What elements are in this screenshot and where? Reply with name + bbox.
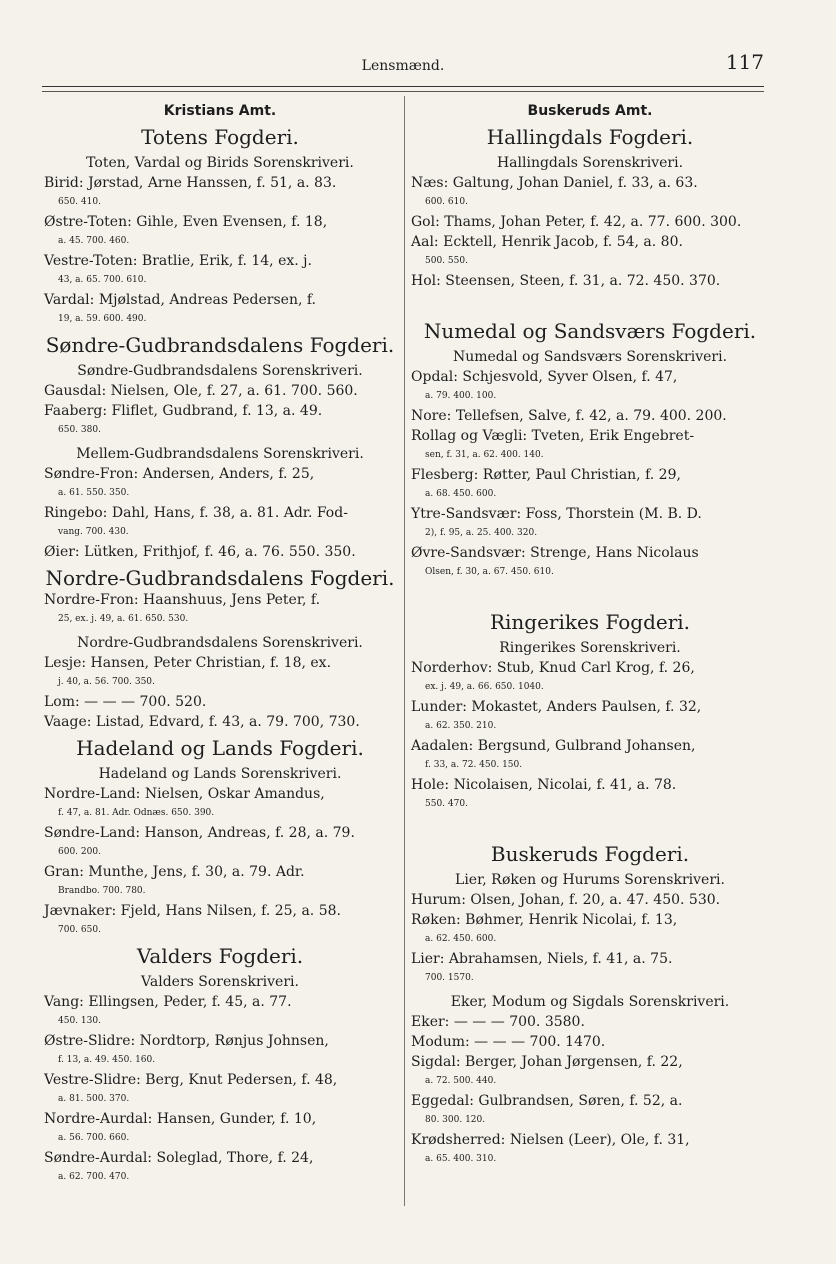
entry xyxy=(44,591,396,629)
entry-line: 600. 200. xyxy=(58,847,101,857)
entry-line: Brandbo. 700. 780. xyxy=(58,886,146,896)
entry-line: j. 40, a. 56. 700. 350. xyxy=(58,677,155,687)
entry-line: Aal: Ecktell, Henrik Jacob, f. 54, a. 80. xyxy=(411,234,683,250)
entry-line: a. 68. 450. 600. xyxy=(425,489,497,499)
amt-heading: Buskeruds Amt. xyxy=(527,103,653,119)
entry xyxy=(411,737,769,775)
entry-line: Østre-Toten: Gihle, Even Evensen, f. 18, xyxy=(44,214,328,230)
entry-line: a. 79. 400. 100. xyxy=(425,391,497,401)
entry xyxy=(44,1110,396,1148)
entry-line: Vang: Ellingsen, Peder, f. 45, a. 77. xyxy=(44,994,292,1010)
entry xyxy=(44,1071,396,1109)
entry-line: Søndre-Aurdal: Soleglad, Thore, f. 24, xyxy=(44,1150,314,1166)
entry-line: a. 45. 700. 460. xyxy=(58,236,130,246)
entry-line: ex. j. 49, a. 66. 650. 1040. xyxy=(425,682,544,692)
entry xyxy=(411,659,769,697)
fogderi-heading: Totens Fogderi. xyxy=(141,125,299,149)
entry-line: 19, a. 59. 600. 490. xyxy=(58,314,147,324)
entry-line: 80. 300. 120. xyxy=(425,1115,486,1125)
entry-line: Næs: Galtung, Johan Daniel, f. 33, a. 63. xyxy=(411,175,698,191)
entry xyxy=(411,1013,769,1032)
sorenskriveri-heading: Numedal og Sandsværs Sorenskriveri. xyxy=(452,349,728,365)
entry-line: a. 72. 500. 440. xyxy=(425,1076,497,1086)
entry-line: Vardal: Mjølstad, Andreas Pedersen, f. xyxy=(44,292,317,308)
entry-line: 650. 410. xyxy=(58,197,101,207)
entry-line: 500. 550. xyxy=(425,256,468,266)
entry-line: a. 61. 550. 350. xyxy=(58,488,130,498)
entry-line: Vestre-Toten: Bratlie, Erik, f. 14, ex. j. xyxy=(44,253,312,269)
page-header xyxy=(42,50,764,86)
fogderi-heading: Hallingdals Fogderi. xyxy=(486,125,694,149)
entry-line: Olsen, f. 30, a. 67. 450. 610. xyxy=(425,567,554,577)
entry-line: Øvre-Sandsvær: Strenge, Hans Nicolaus xyxy=(411,545,699,561)
entry-line: vang. 700. 430. xyxy=(58,527,129,537)
fogderi-heading: Søndre-Gudbrandsdalens Fogderi. xyxy=(45,333,395,357)
entry xyxy=(44,863,396,901)
entry-line: a. 62. 700. 470. xyxy=(58,1172,130,1182)
fogderi-heading: Ringerikes Fogderi. xyxy=(489,610,691,634)
entry-line: Sigdal: Berger, Johan Jørgensen, f. 22, xyxy=(411,1054,683,1070)
entry-line: Aadalen: Bergsund, Gulbrand Johansen, xyxy=(411,738,696,754)
entry-line: Gol: Thams, Johan Peter, f. 42, a. 77. 600. 300. xyxy=(411,214,742,230)
entry-line: a. 65. 400. 310. xyxy=(425,1154,497,1164)
entry-line: Ytre-Sandsvær: Foss, Thorstein (M. B. D. xyxy=(411,506,702,522)
entry-line: Opdal: Schjesvold, Syver Olsen, f. 47, xyxy=(411,369,678,385)
entry-line: Nordre-Land: Nielsen, Oskar Amandus, xyxy=(44,786,325,802)
entry xyxy=(411,891,769,910)
entry xyxy=(44,504,396,542)
entry xyxy=(411,1131,769,1169)
entry xyxy=(411,1053,769,1091)
entry xyxy=(411,698,769,736)
entry xyxy=(44,465,396,503)
entry xyxy=(44,1032,396,1070)
entry-line: f. 47, a. 81. Adr. Odnæs. 650. 390. xyxy=(58,808,215,818)
sorenskriveri-heading: Hadeland og Lands Sorenskriveri. xyxy=(98,766,342,782)
amt-heading: Kristians Amt. xyxy=(163,103,277,119)
entry-line: Jævnaker: Fjeld, Hans Nilsen, f. 25, a. 58. xyxy=(44,903,341,919)
entry-line: Gran: Munthe, Jens, f. 30, a. 79. Adr. xyxy=(44,864,305,880)
sorenskriveri-heading: Valders Sorenskriveri. xyxy=(141,974,299,990)
entry-line: Røken: Bøhmer, Henrik Nicolai, f. 13, xyxy=(411,912,678,928)
entry-line: Krødsherred: Nielsen (Leer), Ole, f. 31, xyxy=(411,1132,690,1148)
column-divider xyxy=(404,96,405,1206)
header-rule-thin xyxy=(42,91,764,92)
entry xyxy=(411,272,769,291)
entry-line: 700. 1570. xyxy=(425,973,474,983)
entry xyxy=(411,544,769,582)
entry-line: a. 81. 500. 370. xyxy=(58,1094,130,1104)
entry-line: Søndre-Fron: Andersen, Anders, f. 25, xyxy=(44,466,315,482)
entry-line: Eggedal: Gulbrandsen, Søren, f. 52, a. xyxy=(411,1093,683,1109)
sorenskriveri-heading: Søndre-Gudbrandsdalens Sorenskriveri. xyxy=(77,363,363,379)
sorenskriveri-heading: Ringerikes Sorenskriveri. xyxy=(499,640,681,656)
entry xyxy=(44,993,396,1031)
entry-line: 550. 470. xyxy=(425,799,468,809)
entry xyxy=(44,291,396,329)
right-column xyxy=(411,98,769,1169)
entry-line: 25, ex. j. 49, a. 61. 650. 530. xyxy=(58,614,189,624)
entry-line: a. 62. 350. 210. xyxy=(425,721,497,731)
entry-line: Lier: Abrahamsen, Niels, f. 41, a. 75. xyxy=(411,951,673,967)
entry-line: Modum: — — — 700. 1470. xyxy=(411,1034,606,1050)
entry xyxy=(44,654,396,692)
entry xyxy=(44,902,396,940)
entry-line: Hurum: Olsen, Johan, f. 20, a. 47. 450. 530. xyxy=(411,892,721,908)
entry xyxy=(411,1092,769,1130)
entry xyxy=(44,402,396,440)
fogderi-heading: Nordre-Gudbrandsdalens Fogderi. xyxy=(45,566,395,590)
entry xyxy=(411,233,769,271)
entry xyxy=(44,252,396,290)
entry-line: Gausdal: Nielsen, Ole, f. 27, a. 61. 700. 560. xyxy=(44,383,358,399)
entry-line: Faaberg: Fliflet, Gudbrand, f. 13, a. 49. xyxy=(44,403,323,419)
entry xyxy=(411,213,769,232)
entry-line: Rollag og Vægli: Tveten, Erik Engebret- xyxy=(411,428,695,444)
sorenskriveri-heading: Mellem-Gudbrandsdalens Sorenskriveri. xyxy=(76,446,364,462)
entry xyxy=(411,368,769,406)
entry xyxy=(44,174,396,212)
sorenskriveri-heading: Lier, Røken og Hurums Sorenskriveri. xyxy=(455,872,725,888)
entry-line: f. 13, a. 49. 450. 160. xyxy=(58,1055,156,1065)
entry-line: Nore: Tellefsen, Salve, f. 42, a. 79. 400. 200. xyxy=(411,408,727,424)
entry xyxy=(411,950,769,988)
entry xyxy=(44,213,396,251)
entry xyxy=(411,407,769,426)
entry-line: f. 33, a. 72. 450. 150. xyxy=(425,760,523,770)
entry-line: Flesberg: Røtter, Paul Christian, f. 29, xyxy=(411,467,681,483)
entry-line: Ringebo: Dahl, Hans, f. 38, a. 81. Adr. Fod- xyxy=(44,505,348,521)
entry-line: Søndre-Land: Hanson, Andreas, f. 28, a. 79. xyxy=(44,825,355,841)
entry xyxy=(411,505,769,543)
entry-line: a. 62. 450. 600. xyxy=(425,934,497,944)
entry-line: sen, f. 31, a. 62. 400. 140. xyxy=(425,450,544,460)
entry xyxy=(411,427,769,465)
fogderi-heading: Valders Fogderi. xyxy=(136,944,304,968)
page-number: 117 xyxy=(725,50,764,74)
entry-line: Nordre-Aurdal: Hansen, Gunder, f. 10, xyxy=(44,1111,317,1127)
entry xyxy=(411,174,769,212)
entry xyxy=(411,1033,769,1052)
entry xyxy=(44,1149,396,1187)
fogderi-heading: Buskeruds Fogderi. xyxy=(490,842,690,866)
entry-line: a. 56. 700. 660. xyxy=(58,1133,130,1143)
entry xyxy=(44,543,396,562)
sorenskriveri-heading: Hallingdals Sorenskriveri. xyxy=(496,155,684,171)
entry-line: 600. 610. xyxy=(425,197,468,207)
left-column xyxy=(44,98,396,1187)
entry-line: Norderhov: Stub, Knud Carl Krog, f. 26, xyxy=(411,660,695,676)
entry-line: Lom: — — — 700. 520. xyxy=(44,694,207,710)
running-title: Lensmænd. xyxy=(361,58,445,74)
entry-line: Østre-Slidre: Nordtorp, Rønjus Johnsen, xyxy=(44,1033,329,1049)
entry-line: 650. 380. xyxy=(58,425,101,435)
entry-line: Lesje: Hansen, Peter Christian, f. 18, ex. xyxy=(44,655,332,671)
entry xyxy=(44,713,396,732)
sorenskriveri-heading: Nordre-Gudbrandsdalens Sorenskriveri. xyxy=(77,635,363,651)
entry-line: Vaage: Listad, Edvard, f. 43, a. 79. 700, 730. xyxy=(44,714,360,730)
entry-line: 700. 650. xyxy=(58,925,101,935)
entry xyxy=(411,911,769,949)
entry-line: Hole: Nicolaisen, Nicolai, f. 41, a. 78. xyxy=(411,777,677,793)
entry xyxy=(44,824,396,862)
entry xyxy=(44,382,396,401)
entry-line: Vestre-Slidre: Berg, Knut Pedersen, f. 48, xyxy=(44,1072,338,1088)
entry xyxy=(411,776,769,814)
entry xyxy=(44,693,396,712)
entry-line: 43, a. 65. 700. 610. xyxy=(58,275,147,285)
entry-line: Birid: Jørstad, Arne Hanssen, f. 51, a. 83. xyxy=(44,175,337,191)
entry-line: Eker: — — — 700. 3580. xyxy=(411,1014,585,1030)
header-rule xyxy=(42,86,764,87)
entry-line: Hol: Steensen, Steen, f. 31, a. 72. 450. 370. xyxy=(411,273,721,289)
sorenskriveri-heading: Toten, Vardal og Birids Sorenskriveri. xyxy=(86,155,354,171)
entry xyxy=(411,466,769,504)
entry-line: 2), f. 95, a. 25. 400. 320. xyxy=(425,528,538,538)
fogderi-heading: Hadeland og Lands Fogderi. xyxy=(76,736,364,760)
entry-line: 450. 130. xyxy=(58,1016,101,1026)
entry xyxy=(44,785,396,823)
fogderi-heading: Numedal og Sandsværs Fogderi. xyxy=(423,319,757,343)
entry-line: Nordre-Fron: Haanshuus, Jens Peter, f. xyxy=(44,592,321,608)
entry-line: Øier: Lütken, Frithjof, f. 46, a. 76. 550. 350. xyxy=(44,544,356,560)
sorenskriveri-heading: Eker, Modum og Sigdals Sorenskriveri. xyxy=(450,994,730,1010)
entry-line: Lunder: Mokastet, Anders Paulsen, f. 32, xyxy=(411,699,702,715)
